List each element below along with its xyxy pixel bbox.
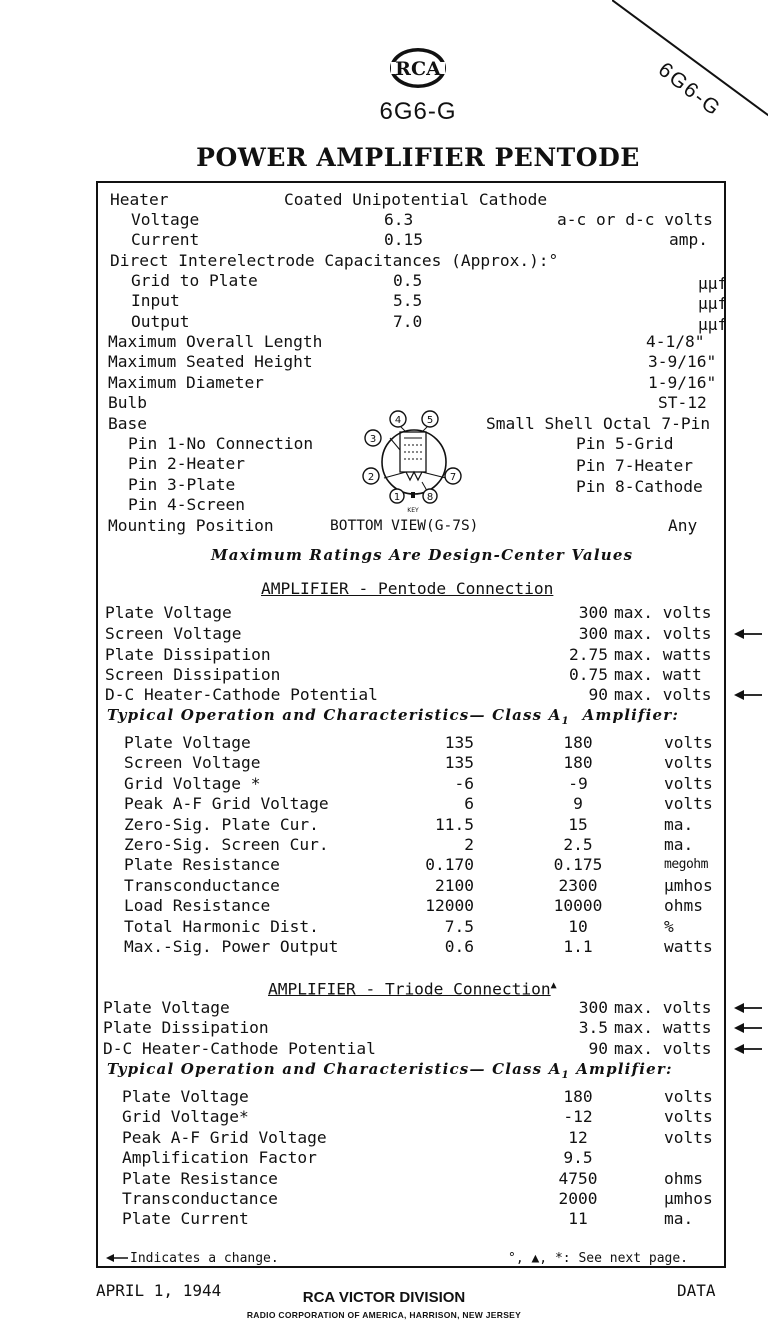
- triode-rating-value: 90: [588, 1039, 608, 1058]
- pentode-typical-unit: %: [664, 916, 674, 936]
- pentode-typical-unit: μmhos: [664, 875, 713, 895]
- triode-typical-label: Amplification Factor: [122, 1148, 317, 1168]
- pentode-rating-value: 2.75: [569, 645, 608, 664]
- mounting-label: Mounting Position: [108, 516, 274, 535]
- pentode-typical-col2: 2300: [558, 875, 598, 895]
- pin-number-4: 4: [394, 415, 402, 426]
- pentode-typical-col2: 2.5: [563, 835, 593, 854]
- pentode-rating-label: Plate Dissipation: [105, 645, 271, 664]
- pentode-typical-col2: 180: [563, 753, 593, 773]
- triode-rating-label: Plate Dissipation: [103, 1018, 269, 1037]
- pin-8: Pin 8-Cathode: [576, 477, 703, 496]
- pentode-typical-col1: 6: [464, 794, 474, 814]
- pentode-typical-col2: 9: [573, 794, 583, 814]
- pentode-rating-unit: max. volts: [614, 624, 712, 643]
- pentode-rating-value: 90: [588, 685, 608, 704]
- triode-typical-unit: μmhos: [664, 1189, 713, 1208]
- pentode-typical-col2: 180: [563, 733, 593, 752]
- pentode-rating-unit: max. watts: [614, 645, 712, 664]
- triode-rating-unit: max. volts: [614, 1039, 712, 1058]
- change-arrow-icon: [734, 628, 762, 640]
- pentode-typical-label: Load Resistance: [124, 896, 271, 916]
- pentode-typical-label: Plate Resistance: [124, 855, 280, 875]
- output-cap-label: Output: [131, 312, 190, 331]
- pentode-rating-value: 300: [578, 603, 608, 622]
- bulb-value: ST-12: [658, 393, 707, 412]
- triode-typical-unit: ohms: [664, 1168, 703, 1188]
- triode-typical-unit: volts: [664, 1087, 713, 1106]
- pentode-rating-unit: max. volts: [614, 603, 712, 622]
- pentode-typical-col2: 1.1: [563, 937, 593, 956]
- pentode-typical-label: Screen Voltage: [124, 753, 261, 773]
- change-arrow-icon: [734, 689, 762, 701]
- triode-typical-value: -12: [563, 1107, 593, 1127]
- pin-4: Pin 4-Screen: [128, 495, 245, 514]
- triode-rating-unit: max. watts: [614, 1018, 712, 1037]
- pentode-typical-label: Grid Voltage *: [124, 773, 261, 793]
- base-label: Base: [108, 414, 147, 433]
- pentode-rating-label: Plate Voltage: [105, 603, 232, 622]
- pentode-typical-label: Zero-Sig. Screen Cur.: [124, 835, 329, 854]
- output-cap-value: 7.0: [393, 312, 423, 331]
- triode-typical-label: Transconductance: [122, 1189, 278, 1208]
- pentode-typical-unit: ohms: [664, 896, 703, 916]
- pin-5: Pin 5-Grid: [576, 434, 674, 453]
- pentode-rating-label: D-C Heater-Cathode Potential: [105, 685, 378, 704]
- max-diameter-label: Maximum Diameter: [108, 373, 264, 392]
- triode-typical-value: 9.5: [563, 1148, 593, 1168]
- change-note: Indicates a change.: [130, 1251, 279, 1266]
- logo-lettering: RCA: [395, 58, 441, 80]
- change-arrow-icon: [734, 1022, 762, 1034]
- input-cap-unit: μμf: [698, 294, 728, 313]
- key-label: KEY: [407, 507, 419, 514]
- grid-plate-unit: μμf: [698, 274, 728, 293]
- bulb-label: Bulb: [108, 393, 147, 412]
- heater-current-unit: amp.: [669, 230, 708, 249]
- pin-number-2: 2: [367, 472, 375, 483]
- footer-division: RCA VICTOR DIVISION: [302, 1289, 466, 1306]
- pentode-typical-unit: ma.: [664, 835, 694, 854]
- triode-rating-value: 3.5: [578, 1018, 608, 1037]
- pentode-typical-col2: 10000: [553, 896, 603, 916]
- triode-rating-value: 300: [578, 998, 608, 1017]
- pentode-typical-col1: 11.5: [435, 814, 474, 834]
- pentode-typical-label: Transconductance: [124, 875, 280, 895]
- pentode-typical-col2: 10: [568, 916, 588, 936]
- see-next-note: °, ▲, *: See next page.: [508, 1251, 689, 1266]
- base-value: Small Shell Octal 7-Pin: [486, 414, 711, 433]
- triode-rating-label: D-C Heater-Cathode Potential: [103, 1039, 376, 1058]
- pentode-rating-unit: max. watt: [614, 665, 702, 684]
- change-arrow-icon: [734, 1043, 762, 1055]
- pentode-typical-col1: 7.5: [444, 916, 474, 936]
- triode-typical-heading: Typical Operation and Characteristics— Class $A_1$ Amplifier:: [107, 1060, 673, 1081]
- pentode-typical-col1: 2: [464, 835, 474, 854]
- pin-number-7: 7: [449, 472, 457, 483]
- triode-typical-value: 180: [563, 1087, 593, 1106]
- triode-typical-unit: volts: [664, 1127, 713, 1147]
- mounting-value: Any: [668, 516, 698, 535]
- pentode-typical-col1: -6: [454, 773, 474, 793]
- pentode-typical-col1: 12000: [425, 896, 474, 916]
- pentode-rating-label: Screen Dissipation: [105, 665, 281, 684]
- triode-rating-unit: max. volts: [614, 998, 712, 1017]
- pentode-typical-col2: -9: [568, 773, 588, 793]
- footer-address: RADIO CORPORATION OF AMERICA, HARRISON, NEW JERSEY: [246, 1310, 522, 1320]
- triode-typical-unit: volts: [664, 1107, 713, 1127]
- pentode-rating-unit: max. volts: [614, 685, 712, 704]
- pentode-typical-col1: 0.6: [444, 937, 474, 956]
- pin-2: Pin 2-Heater: [128, 454, 245, 473]
- input-cap-label: Input: [131, 291, 180, 310]
- pin-7: Pin 7-Heater: [576, 456, 693, 475]
- triode-rating-label: Plate Voltage: [103, 998, 230, 1017]
- max-diameter-value: 1-9/16": [648, 373, 717, 392]
- pin-number-3: 3: [369, 434, 377, 445]
- heater-current-label: Current: [131, 230, 200, 249]
- pentode-typical-label: Total Harmonic Dist.: [124, 916, 319, 936]
- max-length-value: 4-1/8": [646, 332, 705, 351]
- corner-label: 6G6-G: [653, 58, 726, 122]
- change-arrow-icon: [734, 1002, 762, 1014]
- triode-typical-value: 2000: [558, 1189, 598, 1208]
- pentode-typical-unit: ma.: [664, 814, 694, 834]
- footer-date: APRIL 1, 1944: [96, 1281, 222, 1300]
- input-cap-value: 5.5: [393, 291, 423, 310]
- triode-typical-label: Plate Resistance: [122, 1168, 278, 1188]
- change-arrow-icon: [106, 1253, 128, 1263]
- pentode-typical-label: Max.-Sig. Power Output: [124, 937, 339, 956]
- heater-voltage-unit: a-c or d-c volts: [557, 210, 713, 229]
- bottom-view-caption: BOTTOM VIEW(G-7S): [330, 518, 479, 534]
- pentode-typical-label: Peak A-F Grid Voltage: [124, 794, 329, 814]
- pin-number-8: 8: [426, 492, 434, 503]
- pentode-rating-value: 300: [578, 624, 608, 643]
- max-length-label: Maximum Overall Length: [108, 332, 323, 351]
- cathode-type: Coated Unipotential Cathode: [284, 190, 548, 209]
- pentode-heading: AMPLIFIER - Pentode Connection: [261, 579, 554, 598]
- max-height-value: 3-9/16": [648, 352, 717, 371]
- pentode-typical-label: Plate Voltage: [124, 733, 251, 752]
- rca-logo: [388, 46, 448, 90]
- pin-number-1: 1: [393, 492, 401, 503]
- tube-type: 6G6-G: [379, 98, 457, 125]
- triode-typical-label: Plate Current: [122, 1209, 249, 1229]
- footer-data-label: DATA: [677, 1281, 716, 1300]
- pentode-typical-col1: 2100: [435, 875, 474, 895]
- max-height-label: Maximum Seated Height: [108, 352, 313, 371]
- grid-plate-value: 0.5: [393, 271, 423, 290]
- page-title: POWER AMPLIFIER PENTODE: [196, 143, 640, 172]
- pentode-typical-unit: volts: [664, 794, 713, 814]
- pentode-typical-unit: volts: [664, 773, 713, 793]
- max-ratings-note: Maximum Ratings Are Design-Center Values: [211, 546, 634, 564]
- heater-current-value: 0.15: [384, 230, 423, 249]
- heater-label: Heater: [110, 190, 169, 209]
- base-pin-diagram: [360, 410, 468, 516]
- pentode-typical-unit: watts: [664, 937, 713, 956]
- output-cap-unit: μμf: [698, 315, 728, 334]
- pentode-typical-col1: 135: [444, 753, 474, 773]
- heater-voltage-label: Voltage: [131, 210, 200, 229]
- triode-typical-value: 4750: [558, 1168, 598, 1188]
- triode-typical-value: 11: [568, 1209, 588, 1229]
- triode-typical-label: Grid Voltage*: [122, 1107, 249, 1127]
- pin-number-5: 5: [426, 415, 434, 426]
- triode-typical-unit: ma.: [664, 1209, 694, 1229]
- triode-typical-value: 12: [568, 1127, 588, 1147]
- grid-plate-label: Grid to Plate: [131, 271, 258, 290]
- triode-typical-label: Plate Voltage: [122, 1087, 249, 1106]
- corner-diagonal-line: [612, 0, 768, 130]
- pentode-typical-label: Zero-Sig. Plate Cur.: [124, 814, 319, 834]
- pentode-typical-unit: volts: [664, 753, 713, 773]
- pentode-rating-value: 0.75: [569, 665, 608, 684]
- pentode-typical-col1: 135: [444, 733, 474, 752]
- heater-voltage-value: 6.3: [384, 210, 414, 229]
- pentode-typical-unit: volts: [664, 733, 713, 752]
- pentode-rating-label: Screen Voltage: [105, 624, 242, 643]
- pentode-typical-col2: 15: [568, 814, 588, 834]
- pentode-typical-col1: 0.170: [425, 855, 474, 875]
- triode-heading: AMPLIFIER - Triode Connection▲: [268, 979, 557, 999]
- pin-3: Pin 3-Plate: [128, 475, 236, 494]
- pentode-typical-heading: Typical Operation and Characteristics— Class $A_1$ Amplifier:: [107, 706, 680, 727]
- triode-typical-label: Peak A-F Grid Voltage: [122, 1127, 327, 1147]
- pentode-typical-col2: 0.175: [553, 855, 603, 875]
- capacitances-heading: Direct Interelectrode Capacitances (Approx.):°: [110, 251, 559, 270]
- pin-1: Pin 1-No Connection: [128, 434, 314, 453]
- pentode-typical-unit: megohm: [664, 857, 708, 873]
